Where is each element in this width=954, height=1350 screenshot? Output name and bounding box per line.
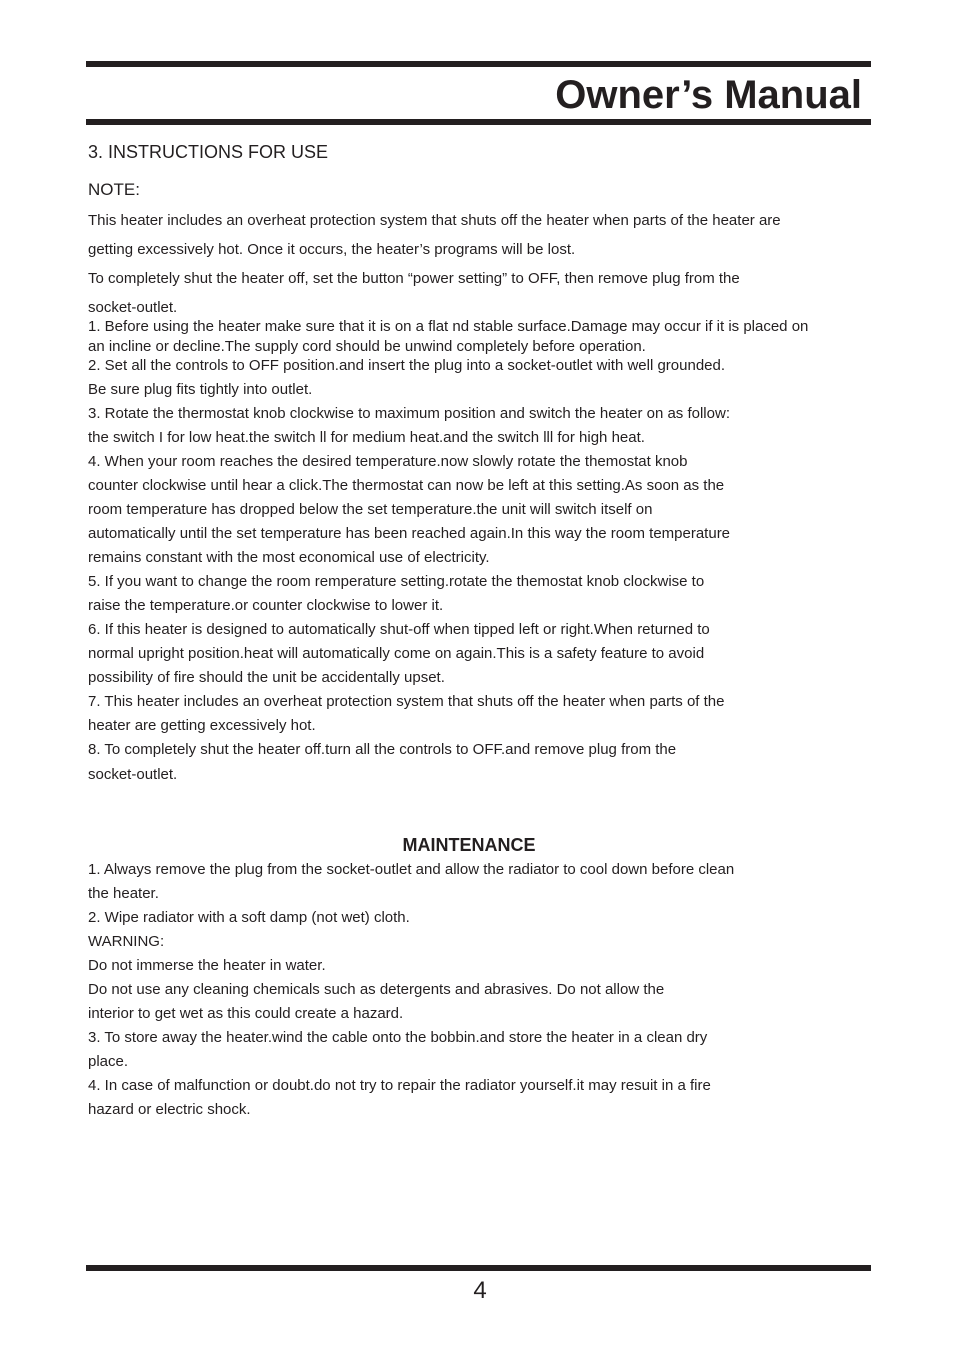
text-line: 4. When your room reaches the desired temperature.now slowly rotate the themostat knob: [88, 453, 688, 470]
text-line: 7. This heater includes an overheat protection system that shuts off the heater when parts of the: [88, 693, 725, 710]
footer-rule: [86, 1265, 871, 1271]
header-rule-bottom: [86, 119, 871, 125]
text-line: remains constant with the most economical use of electricity.: [88, 549, 490, 566]
text-line: counter clockwise until hear a click.The thermostat can now be left at this setting.As soon as the: [88, 477, 725, 494]
text-line: socket-outlet.: [88, 299, 178, 316]
text-line: This heater includes an overheat protection system that shuts off the heater when parts of the heater are: [88, 212, 781, 229]
maintenance-heading: MAINTENANCE: [402, 835, 536, 855]
text-line: 8. To completely shut the heater off.turn all the controls to OFF.and remove plug from the: [88, 741, 677, 758]
text-line: Do not use any cleaning chemicals such as detergents and abrasives. Do not allow the: [88, 981, 665, 998]
text-line: interior to get wet as this could create a hazard.: [88, 1005, 404, 1022]
note-label: NOTE:: [88, 180, 140, 199]
text-line: Be sure plug fits tightly into outlet.: [88, 381, 313, 398]
text-line: place.: [88, 1053, 129, 1070]
text-line: 3. Rotate the thermostat knob clockwise to maximum position and switch the heater on as follow:: [88, 405, 730, 422]
text-line: automatically until the set temperature has been reached again.In this way the room temperature: [88, 525, 731, 542]
text-line: an incline or decline.The supply cord should be unwind completely before operation.: [88, 338, 646, 355]
text-line: WARNING:: [88, 933, 165, 950]
text-line: 6. If this heater is designed to automatically shut-off when tipped left or right.When returned to: [88, 621, 710, 638]
text-line: possibility of fire should the unit be accidentally upset.: [88, 669, 445, 686]
page-number: 4: [473, 1277, 487, 1304]
text-line: 1. Always remove the plug from the socket-outlet and allow the radiator to cool down before clean: [88, 861, 735, 878]
text-line: socket-outlet.: [88, 766, 178, 783]
text-line: 1. Before using the heater make sure that it is on a flat nd stable surface.Damage may occur if it is placed on: [88, 318, 809, 335]
text-line: room temperature has dropped below the set temperature.the unit will switch itself on: [88, 501, 653, 518]
text-line: 3. To store away the heater.wind the cable onto the bobbin.and store the heater in a clean dry: [88, 1029, 708, 1046]
text-line: 5. If you want to change the room remperature setting.rotate the themostat knob clockwise to: [88, 573, 705, 590]
text-line: the heater.: [88, 885, 159, 902]
text-line: 2. Wipe radiator with a soft damp (not wet) cloth.: [88, 909, 410, 926]
page-title: Owner’s Manual: [555, 73, 862, 117]
text-line: raise the temperature.or counter clockwise to lower it.: [88, 597, 444, 614]
text-line: heater are getting excessively hot.: [88, 717, 316, 734]
text-line: normal upright position.heat will automatically come on again.This is a safety feature to avoid: [88, 645, 705, 662]
text-line: Do not immerse the heater in water.: [88, 957, 326, 974]
text-line: 4. In case of malfunction or doubt.do not try to repair the radiator yourself.it may resuit in a fire: [88, 1077, 711, 1094]
text-line: the switch I for low heat.the switch ll for medium heat.and the switch lll for high heat.: [88, 429, 645, 446]
section-heading: 3. INSTRUCTIONS FOR USE: [88, 142, 329, 162]
text-line: hazard or electric shock.: [88, 1101, 251, 1118]
header-rule-top: [86, 61, 871, 67]
text-line: 2. Set all the controls to OFF position.and insert the plug into a socket-outlet with well grounded.: [88, 357, 726, 374]
text-line: getting excessively hot. Once it occurs, the heater’s programs will be lost.: [88, 241, 576, 258]
text-line: To completely shut the heater off, set the button “power setting” to OFF, then remove plug from the: [88, 270, 740, 287]
